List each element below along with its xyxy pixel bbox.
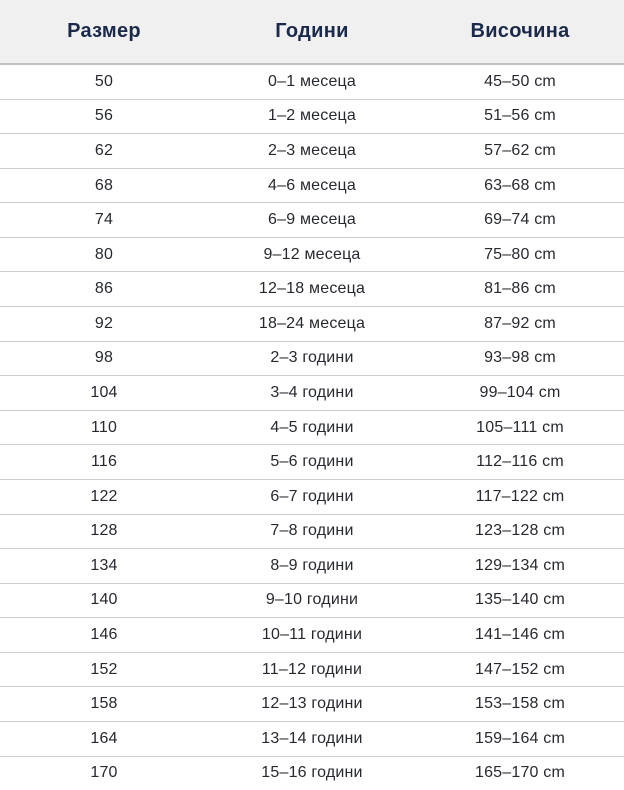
cell-age: 6–9 месеца [268, 211, 356, 229]
cell-age: 0–1 месеца [268, 72, 356, 90]
cell-height: 69–74 cm [484, 211, 556, 229]
table-row [0, 203, 624, 238]
cell-age: 4–6 месеца [268, 176, 356, 194]
table-row [0, 134, 624, 169]
table-row [0, 342, 624, 377]
cell-size: 158 [90, 695, 118, 713]
table-row [0, 169, 624, 204]
table-row [0, 653, 624, 688]
cell-size: 110 [90, 418, 118, 436]
cell-age: 12–13 години [261, 695, 363, 713]
table-row [0, 618, 624, 653]
cell-size: 164 [90, 729, 118, 747]
table-header-row [0, 0, 624, 65]
cell-age: 8–9 години [270, 556, 354, 574]
cell-height: 141–146 cm [474, 626, 566, 644]
cell-size: 92 [94, 314, 114, 332]
cell-size: 80 [94, 245, 114, 263]
cell-size: 152 [90, 660, 118, 678]
table-row [0, 480, 624, 515]
cell-size: 146 [90, 626, 118, 644]
table-row [0, 722, 624, 757]
cell-height: 165–170 cm [474, 764, 566, 782]
cell-size: 98 [94, 349, 114, 367]
cell-age: 2–3 години [270, 349, 354, 367]
cell-height: 105–111 cm [476, 418, 564, 436]
cell-age: 6–7 години [270, 487, 354, 505]
cell-age: 12–18 месеца [258, 280, 366, 298]
table-row [0, 238, 624, 273]
cell-age: 15–16 години [261, 764, 363, 782]
cell-size: 116 [90, 453, 118, 471]
cell-age: 4–5 години [270, 418, 354, 436]
cell-age: 18–24 месеца [258, 314, 366, 332]
cell-height: 123–128 cm [474, 522, 566, 540]
cell-size: 56 [94, 107, 114, 125]
cell-size: 128 [90, 522, 118, 540]
cell-height: 57–62 cm [484, 141, 556, 159]
cell-size: 104 [90, 383, 118, 401]
cell-height: 159–164 cm [474, 729, 566, 747]
cell-age: 10–11 години [261, 626, 363, 644]
table-row [0, 445, 624, 480]
cell-height: 45–50 cm [484, 72, 556, 90]
cell-age: 1–2 месеца [268, 107, 356, 125]
column-header-size: Размер [67, 20, 141, 42]
cell-height: 117–122 cm [475, 487, 565, 505]
table-row [0, 65, 624, 100]
cell-age: 2–3 месеца [268, 141, 356, 159]
table-row [0, 411, 624, 446]
cell-age: 9–10 години [265, 591, 359, 609]
cell-height: 135–140 cm [474, 591, 566, 609]
cell-age: 3–4 години [270, 383, 354, 401]
cell-size: 74 [94, 211, 114, 229]
cell-size: 134 [90, 556, 118, 574]
cell-age: 13–14 години [261, 729, 363, 747]
cell-size: 122 [90, 487, 118, 505]
cell-size: 86 [94, 280, 114, 298]
cell-height: 63–68 cm [484, 176, 556, 194]
cell-height: 81–86 cm [484, 280, 556, 298]
column-header-age: Години [275, 20, 349, 42]
cell-size: 170 [90, 764, 118, 782]
cell-height: 93–98 cm [484, 349, 556, 367]
table-body [0, 65, 624, 790]
cell-age: 5–6 години [270, 453, 354, 471]
cell-height: 99–104 cm [479, 383, 561, 401]
table-row [0, 584, 624, 619]
column-header-height: Височина [470, 20, 570, 42]
table-row [0, 100, 624, 135]
cell-height: 75–80 cm [484, 245, 556, 263]
cell-height: 87–92 cm [484, 314, 556, 332]
cell-age: 7–8 години [270, 522, 354, 540]
table-row [0, 515, 624, 550]
cell-age: 9–12 месеца [263, 245, 361, 263]
cell-size: 62 [94, 141, 114, 159]
table-row [0, 757, 624, 790]
cell-height: 112–116 cm [476, 453, 564, 471]
cell-size: 140 [90, 591, 118, 609]
cell-height: 147–152 cm [474, 660, 566, 678]
table-row [0, 307, 624, 342]
cell-height: 51–56 cm [484, 107, 556, 125]
cell-size: 50 [94, 72, 114, 90]
table-row [0, 687, 624, 722]
cell-age: 11–12 години [261, 660, 363, 678]
cell-height: 153–158 cm [474, 695, 566, 713]
cell-size: 68 [94, 176, 114, 194]
table-row [0, 549, 624, 584]
cell-height: 129–134 cm [474, 556, 566, 574]
table-row [0, 376, 624, 411]
table-row [0, 272, 624, 307]
